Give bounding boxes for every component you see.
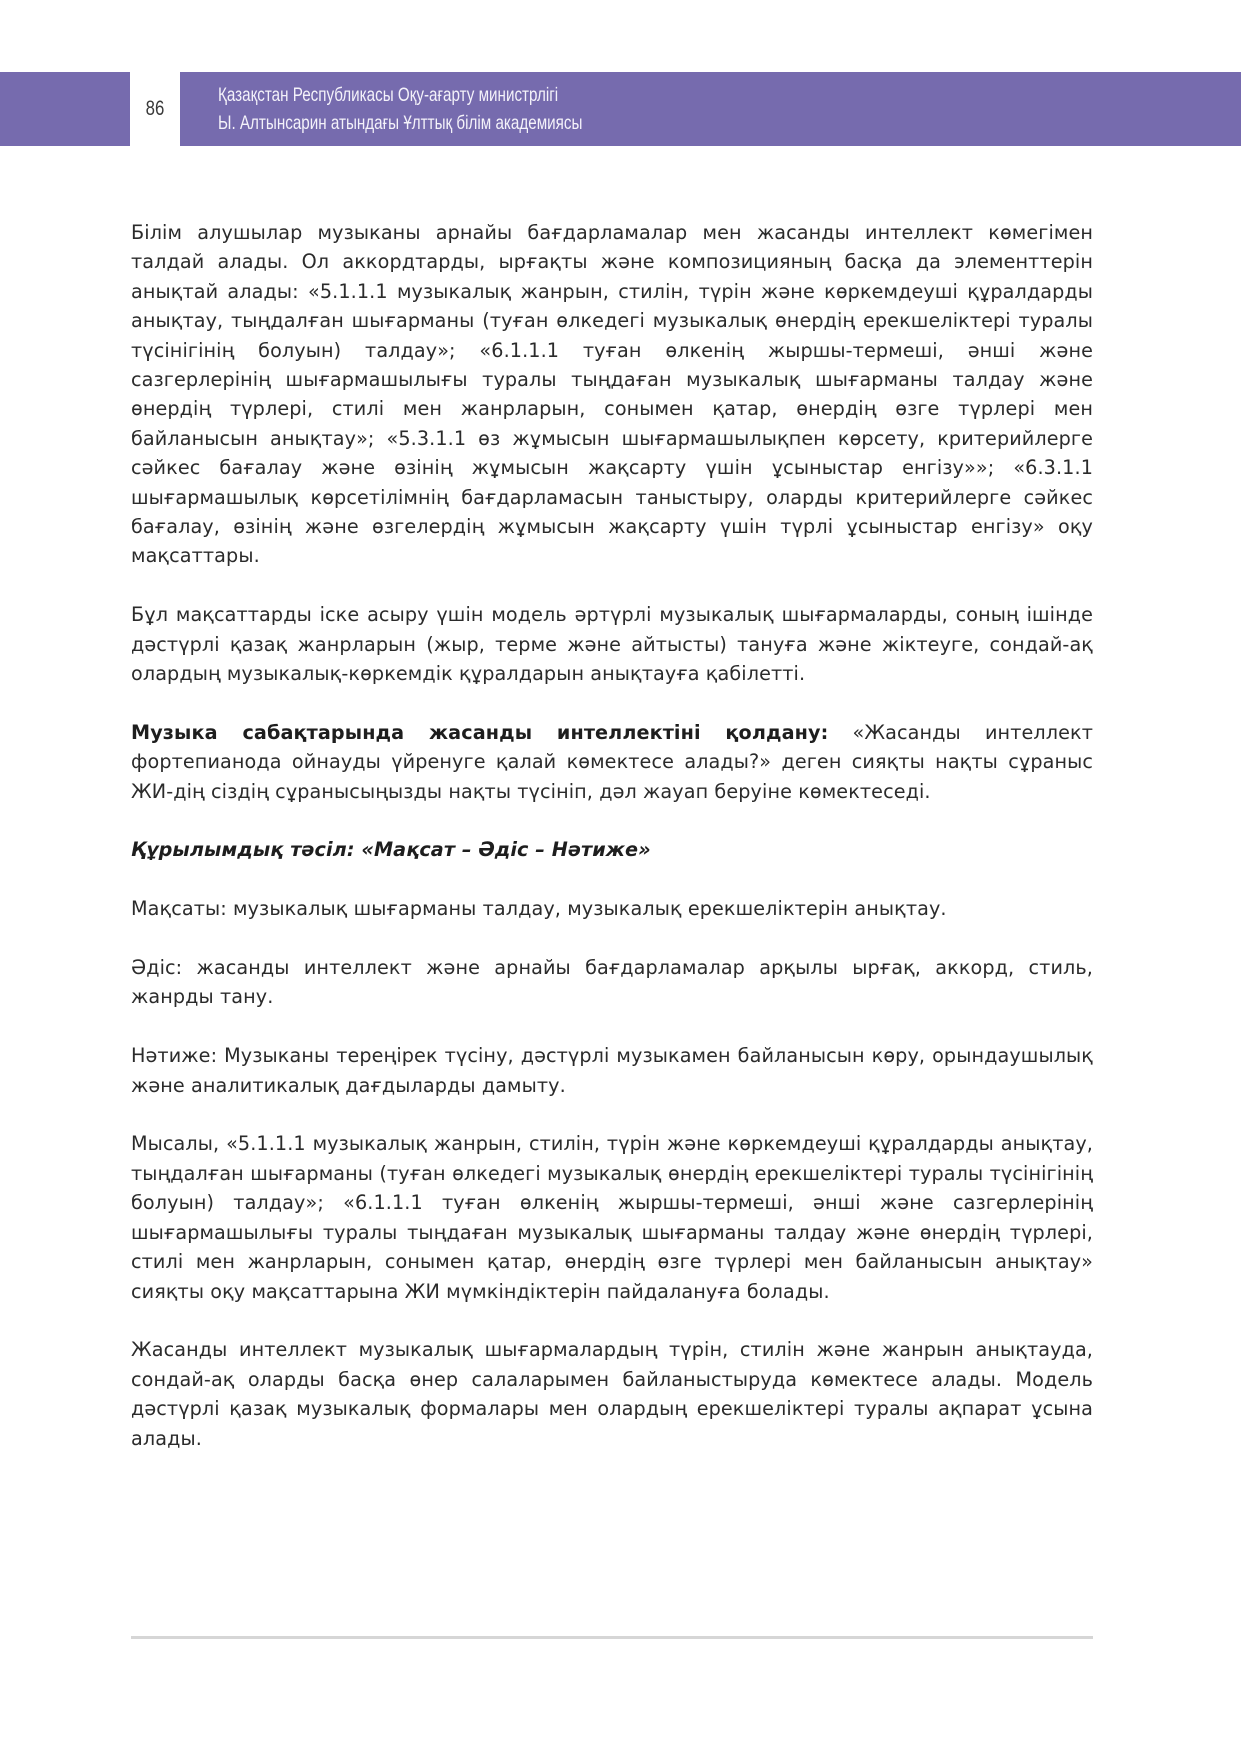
footer-divider	[131, 1636, 1093, 1639]
paragraph-final: Жасанды интеллект музыкалық шығармалардың түрін, стилін және жанрын анықтауда, сондай-ақ оларды басқа өнер салаларымен байланыстыруда көмектесе алады. Модель дәстүрлі қазақ музыкалық формалары мен олардың ерекшеліктері туралы ақпарат ұсына алады.	[131, 1338, 1093, 1450]
header-accent-block	[0, 72, 130, 146]
paragraph-goal: Мақсаты: музыкалық шығарманы талдау, музыкалық ерекшеліктерін анықтау.	[131, 897, 947, 921]
paragraph-ai-in-music-lessons	[131, 718, 1093, 806]
paragraph-lead-in: Музыка сабақтарында жасанды интеллектіні қолдану:	[131, 720, 829, 744]
subheading-structural-approach: Құрылымдық тәсіл: «Мақсат – Әдіс – Нәтиже»	[131, 838, 651, 862]
page-number: 86	[145, 97, 165, 120]
paragraph-example: Мысалы, «5.1.1.1 музыкалық жанрын, стилін, түрін және көркемдеуші құралдарды анықтау, тыңдалған шығарманы (туған өлкедегі музыкалық өнердің ерекшеліктері туралы түсінігінің болуын) талдау»; «6.1.1.1 туған өлкенің жыршы-термеші, әнші және сазгерлерінің шығармашылығы туралы тыңдаған музыкалық шығарманы талдау және өнердің түрлері, стилі мен жанрларын, сонымен қатар, өнердің өзге түрлері мен байланысын анықтау» сияқты оқу мақсаттарына ЖИ мүмкіндіктерін пайдалануға болады.	[131, 1132, 1093, 1303]
paragraph-body: «Жасанды интеллект фортепианода ойнауды үйренуге қалай көмектесе алады?» деген сияқты нақты сұраныс ЖИ-дің сіздің сұранысыңызды нақты түсініп, дәл жауап беруіне көмектеседі.	[131, 720, 1093, 803]
paragraph-learning-objectives: Білім алушылар музыканы арнайы бағдарламалар мен жасанды интеллект көмегімен талдай алады. Ол аккордтарды, ырғақты және композицияның басқа да элементтерін анықтай алады: «5.1.1.1 музыкалық жанрын, стилін, түрін және көркемдеуші құралдарды анықтау, тыңдалған шығарманы (туған өлкедегі музыкалық өнердің ерекшеліктері туралы түсінігінің болуын) талдау»; «6.1.1.1 туған өлкенің жыршы-термеші, әнші және сазгерлерінің шығармашылығы туралы тыңдаған музыкалық шығарманы талдау және өнердің түрлері, стилі мен жанрларын, сонымен қатар, өнердің өзге түрлері мен байланысын анықтау»; «5.3.1.1 өз жұмысын шығармашылықпен көрсету, критерийлерге сәйкес бағалау және өзінің жұмысын жақсарту үшін ұсыныстар енгізу»»; «6.3.1.1 шығармашылық көрсетілімнің бағдарламасын таныстыру, оларды критерийлерге сәйкес бағалау, өзінің және өзгелердің жұмысын жақсарту үшін түрлі ұсыныстар енгізу» оқу мақсаттары.	[131, 221, 1093, 568]
paragraph-result: Нәтиже: Музыканы тереңірек түсіну, дәстүрлі музыкамен байланысын көру, орындаушылық және аналитикалық дағдыларды дамыту.	[131, 1044, 1093, 1097]
header-academy: Ы. Алтынсарин атындағы Ұлттық білім академиясы	[218, 112, 583, 134]
header-ministry: Қазақстан Республикасы Оқу-ағарту министрлігі	[218, 84, 559, 106]
header-band	[180, 72, 1241, 146]
paragraph-method: Әдіс: жасанды интеллект және арнайы бағдарламалар арқылы ырғақ, аккорд, стиль, жанрды тану.	[131, 956, 1093, 1009]
page-content	[131, 218, 1093, 1482]
paragraph-model-capabilities: Бұл мақсаттарды іске асыру үшін модель әртүрлі музыкалық шығармаларды, соның ішінде дәстүрлі қазақ жанрларын (жыр, терме және айтысты) тануға және жіктеуге, сондай-ақ олардың музыкалық-көркемдік құралдарын анықтауға қабілетті.	[131, 603, 1093, 686]
